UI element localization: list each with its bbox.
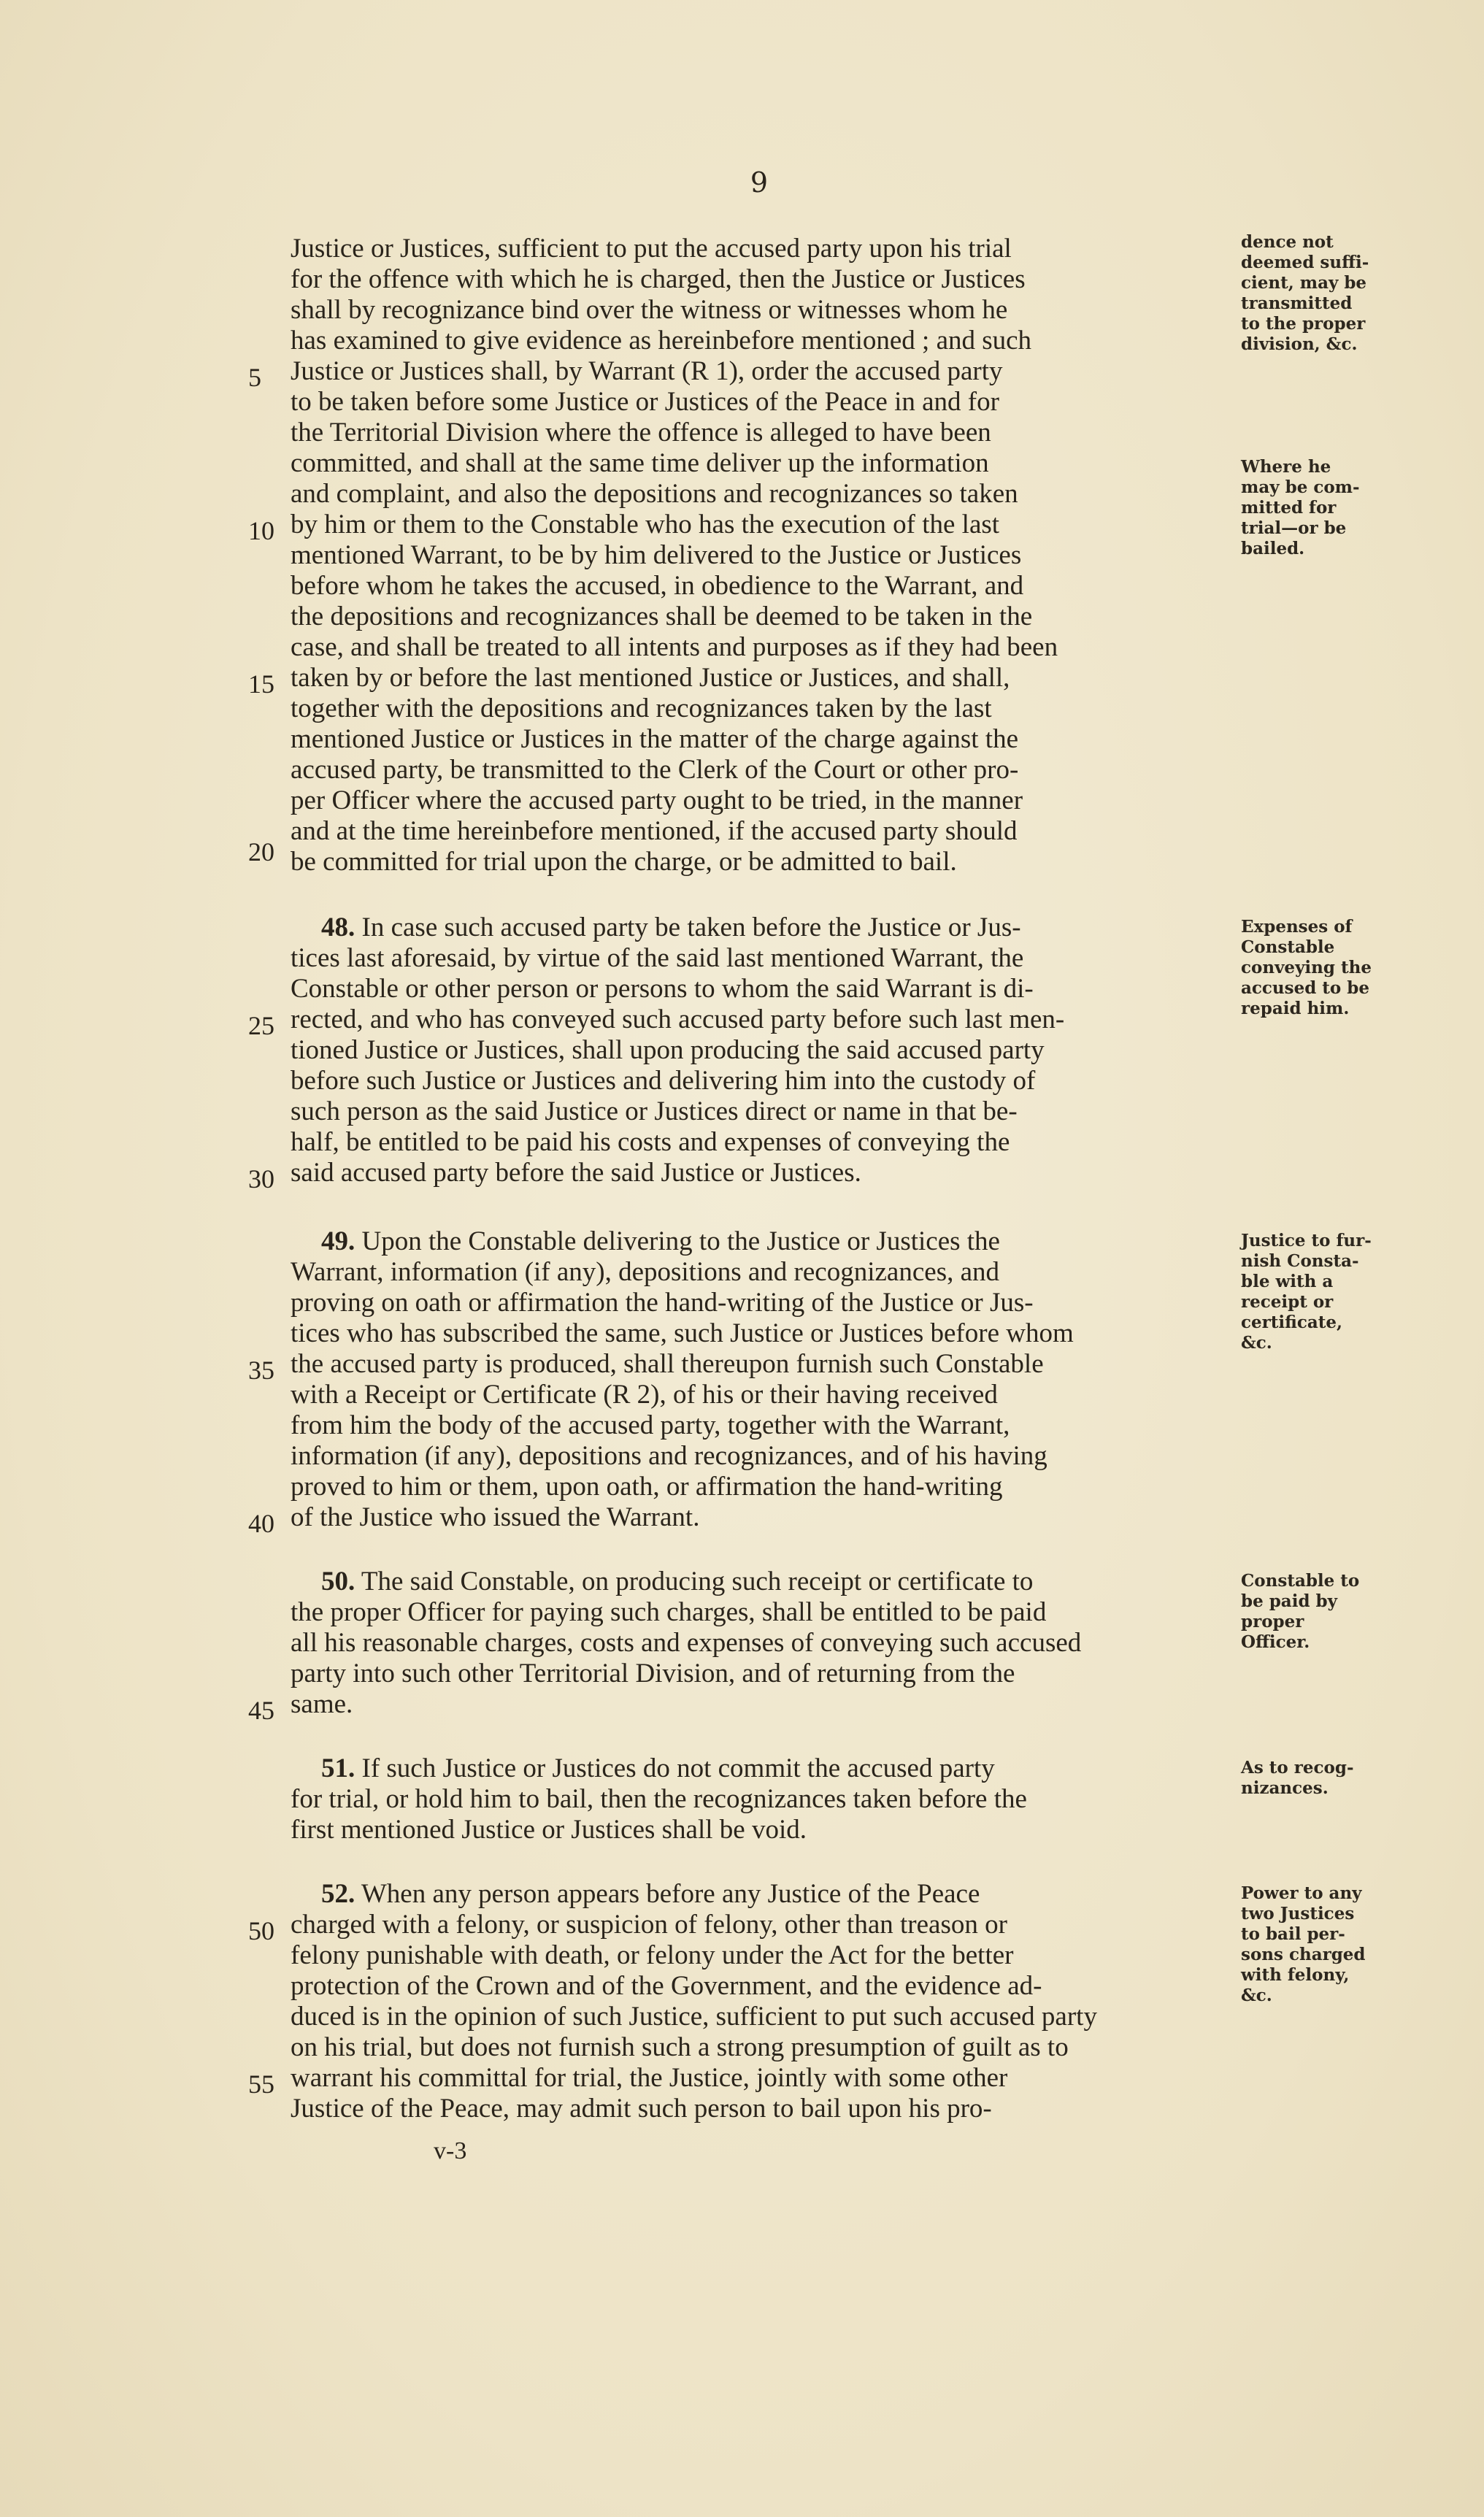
margin-note: As to recog- nizances. [1241, 1758, 1354, 1798]
text-line: 52. When any person appears before any Justice of the Peace [321, 1879, 980, 1909]
text-line: rected, and who has conveyed such accused party before such last men- [291, 1004, 1065, 1034]
text-line: Justice of the Peace, may admit such person to bail upon his pro- [291, 2094, 992, 2124]
text-line: protection of the Crown and of the Government, and the evidence ad- [291, 1971, 1042, 2001]
text-line: tices last aforesaid, by virtue of the said last mentioned Warrant, the [291, 943, 1024, 973]
text-line: before such Justice or Justices and delivering him into the custody of [291, 1066, 1036, 1096]
text-line: Justice or Justices, sufficient to put the accused party upon his trial [291, 234, 1012, 264]
text-line: Justice or Justices shall, by Warrant (R 1), order the accused party [291, 356, 1003, 386]
text-line: said accused party before the said Justice or Justices. [291, 1158, 861, 1188]
text-line: charged with a felony, or suspicion of felony, other than treason or [291, 1910, 1007, 1940]
section-number: 50. [321, 1567, 355, 1596]
line-number: 5 [248, 363, 261, 392]
text-line: party into such other Territorial Division, and of returning from the [291, 1659, 1015, 1688]
section-number: 52. [321, 1879, 355, 1909]
text-line: has examined to give evidence as hereinbefore mentioned ; and such [291, 326, 1032, 356]
line-number: 25 [248, 1011, 274, 1040]
text-line: and complaint, and also the depositions and recognizances so taken [291, 479, 1018, 509]
text-line: before whom he takes the accused, in obedience to the Warrant, and [291, 571, 1024, 601]
text-line: the proper Officer for paying such charges, shall be entitled to be paid [291, 1597, 1047, 1627]
text-line: the depositions and recognizances shall be deemed to be taken in the [291, 602, 1033, 631]
text-line: with a Receipt or Certificate (R 2), of his or their having received [291, 1380, 998, 1410]
text-line: Warrant, information (if any), depositions and recognizances, and [291, 1257, 1000, 1287]
text-line: per Officer where the accused party ought to be tried, in the manner [291, 785, 1023, 815]
text-line: 48. In case such accused party be taken before the Justice or Jus- [321, 912, 1021, 942]
section-number: 49. [321, 1226, 355, 1256]
text-line: half, be entitled to be paid his costs and expenses of conveying the [291, 1127, 1010, 1157]
text-line: the accused party is produced, shall thereupon furnish such Constable [291, 1349, 1044, 1379]
printer-signature-mark: v-3 [434, 2137, 467, 2164]
text-line: for the offence with which he is charged, then the Justice or Justices [291, 264, 1026, 294]
text-line: 50. The said Constable, on producing such receipt or certificate to [321, 1567, 1034, 1596]
line-number: 50 [248, 1916, 274, 1945]
line-number: 30 [248, 1164, 274, 1194]
text-line: taken by or before the last mentioned Justice or Justices, and shall, [291, 663, 1010, 693]
text-line: for trial, or hold him to bail, then the recognizances taken before the [291, 1784, 1027, 1814]
text-line: all his reasonable charges, costs and expenses of conveying such accused [291, 1628, 1082, 1658]
text-line: information (if any), depositions and recognizances, and of his having [291, 1441, 1047, 1471]
text-line: 51. If such Justice or Justices do not commit the accused party [321, 1753, 995, 1783]
text-line: from him the body of the accused party, together with the Warrant, [291, 1410, 1010, 1440]
page-number: 9 [750, 166, 769, 199]
section-number: 51. [321, 1753, 355, 1783]
line-number: 40 [248, 1509, 274, 1538]
text-line: the Territorial Division where the offence is alleged to have been [291, 418, 991, 447]
text-line: mentioned Justice or Justices in the matter of the charge against the [291, 724, 1018, 754]
margin-note: Justice to fur- nish Consta- ble with a receipt or certificate, &c. [1241, 1231, 1372, 1353]
text-line: to be taken before some Justice or Justices of the Peace in and for [291, 387, 999, 417]
text-line: accused party, be transmitted to the Clerk of the Court or other pro- [291, 755, 1019, 785]
line-number: 45 [248, 1696, 274, 1725]
text-line: same. [291, 1689, 353, 1719]
line-number: 35 [248, 1356, 274, 1385]
text-line: be committed for trial upon the charge, or be admitted to bail. [291, 847, 957, 877]
text-line: together with the depositions and recognizances taken by the last [291, 693, 992, 723]
text-line: duced is in the opinion of such Justice, sufficient to put such accused party [291, 2002, 1097, 2032]
text-line: such person as the said Justice or Justices direct or name in that be- [291, 1096, 1018, 1126]
margin-note: Where he may be com- mitted for trial—or be bailed. [1241, 457, 1360, 558]
text-line: 49. Upon the Constable delivering to the Justice or Justices the [321, 1226, 1000, 1256]
text-line: and at the time hereinbefore mentioned, if the accused party should [291, 816, 1018, 846]
text-line: proved to him or them, upon oath, or affirmation the hand-writing [291, 1472, 1003, 1502]
text-line: of the Justice who issued the Warrant. [291, 1502, 700, 1532]
text-line: felony punishable with death, or felony under the Act for the better [291, 1940, 1014, 1970]
text-line: by him or them to the Constable who has the execution of the last [291, 510, 1000, 539]
text-line: shall by recognizance bind over the witness or witnesses whom he [291, 295, 1008, 325]
text-line: first mentioned Justice or Justices shall be void. [291, 1815, 807, 1845]
margin-note: Power to any two Justices to bail per- sons charged with felony, &c. [1241, 1883, 1366, 2005]
line-number: 15 [248, 669, 274, 699]
line-number: 55 [248, 2070, 274, 2099]
line-number: 10 [248, 516, 274, 545]
text-line: proving on oath or affirmation the hand-writing of the Justice or Jus- [291, 1288, 1034, 1318]
text-line: committed, and shall at the same time deliver up the information [291, 448, 989, 478]
text-line: Constable or other person or persons to whom the said Warrant is di- [291, 974, 1034, 1004]
text-line: tioned Justice or Justices, shall upon producing the said accused party [291, 1035, 1045, 1065]
line-number: 20 [248, 837, 274, 866]
text-line: warrant his committal for trial, the Justice, jointly with some other [291, 2063, 1008, 2093]
section-number: 48. [321, 912, 355, 942]
text-line: mentioned Warrant, to be by him delivered to the Justice or Justices [291, 540, 1022, 570]
margin-note: Constable to be paid by proper Officer. [1241, 1571, 1360, 1652]
margin-note: Expenses of Constable conveying the accused to be repaid him. [1241, 917, 1372, 1018]
text-line: on his trial, but does not furnish such a strong presumption of guilt as to [291, 2032, 1069, 2062]
text-line: case, and shall be treated to all intents and purposes as if they had been [291, 632, 1058, 662]
margin-note: dence not deemed suffi- cient, may be transmitted to the proper division, &c. [1241, 232, 1369, 354]
text-line: tices who has subscribed the same, such Justice or Justices before whom [291, 1318, 1074, 1348]
